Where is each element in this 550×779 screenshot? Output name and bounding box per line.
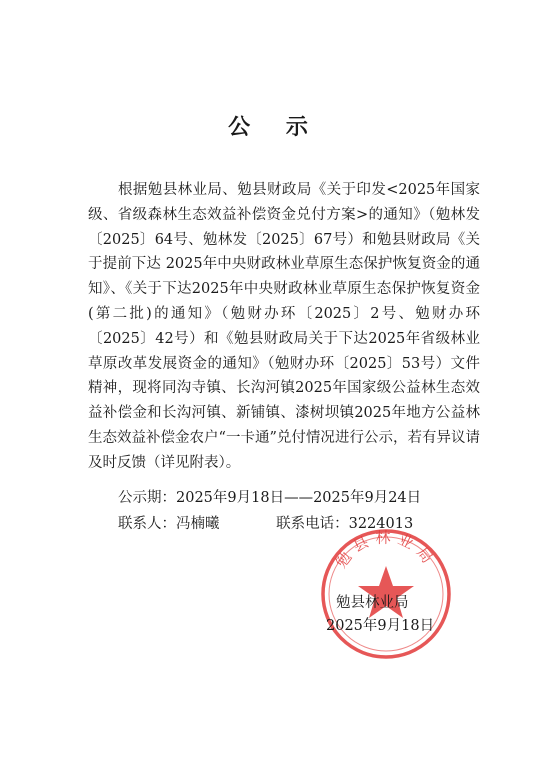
seal-text: 勉县林业局	[332, 528, 440, 572]
contact-person: 联系人：冯楠曦	[118, 516, 220, 532]
announcement-period: 公示期：2025年9月18日——2025年9月24日	[118, 490, 422, 506]
signature-organization: 勉县林业局	[336, 595, 409, 611]
svg-text:勉县林业局	[332, 529, 440, 572]
signature-date: 2025年9月18日	[326, 618, 435, 634]
contact-phone: 联系电话：3224013	[276, 516, 414, 532]
body-paragraph: 根据勉县林业局、勉县财政局《关于印发<2025年国家级、省级森林生态效益补偿资金兑付方案>的通知》（勉林发〔2025〕64号、勉林发〔2025〕67号）和勉县财政局《关于提前下达 2025年中央财政林业草原生态保护恢复资金的通知》、《关于下达2025年中央财政林业草原生态保护恢复资金(第二批)的通知》（勉财办环〔2025〕2号、勉财办环〔2025〕42号）和《勉县财政局关于下达2025年省级林业草原改革发展资金的通知》（勉财办环〔2025〕53号）文件精神，现将同沟寺镇、长沟河镇2025年国家级公益林生态效益补偿金和长沟河镇、新铺镇、漆树坝镇2025年地方公益林生态效益补偿金农户“一卡通”兑付情况进行公示，若有异议请及时反馈（详见附表）。	[88, 182, 480, 471]
document-title: 公 示	[228, 114, 322, 140]
